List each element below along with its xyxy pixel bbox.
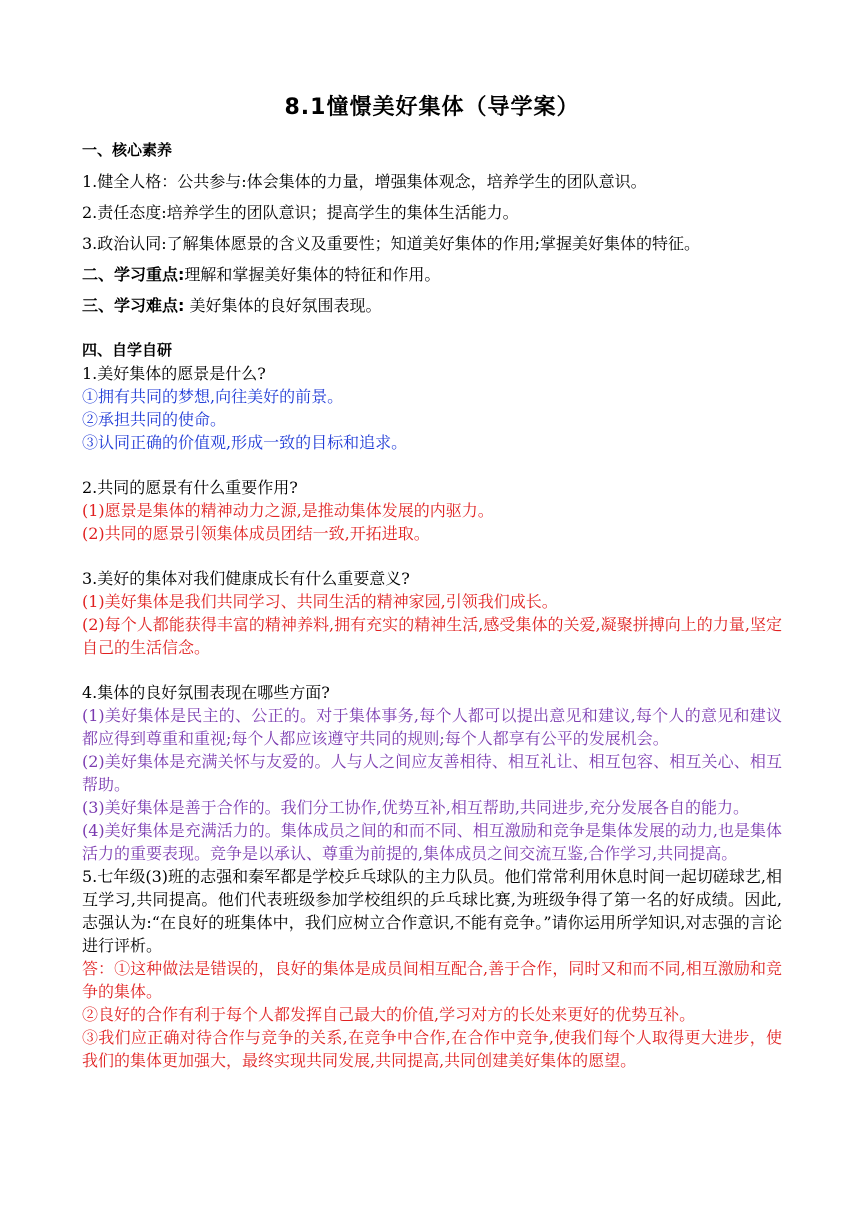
q2-question: 2.共同的愿景有什么重要作用? bbox=[82, 478, 298, 497]
core-item-1: 1.健全人格：公共参与:体会集体的力量，增强集体观念，培养学生的团队意识。 bbox=[82, 172, 647, 191]
self-study-heading: 四、自学自研 bbox=[82, 341, 173, 359]
q4-question: 4.集体的良好氛围表现在哪些方面? bbox=[82, 683, 330, 702]
q5-answer-1: 答：①这种做法是错误的，良好的集体是成员间相互配合,善于合作，同时又和而不同,相互激励和竞争的集体。 bbox=[82, 959, 782, 1001]
q1-answer-1: ①拥有共同的梦想,向往美好的前景。 bbox=[82, 387, 344, 406]
q4-answer-2: (2)美好集体是充满关怀与友爱的。人与人之间应友善相待、相互礼让、相互包容、相互关心、相互帮助。 bbox=[82, 752, 782, 794]
q3-answer-1: (1)美好集体是我们共同学习、共同生活的精神家园,引领我们成长。 bbox=[82, 592, 558, 611]
q5-answer-3: ③我们应正确对待合作与竞争的关系,在竞争中合作,在合作中竞争,使我们每个人取得更大进步，使我们的集体更加强大，最终实现共同发展,共同提高,共同创建美好集体的愿望。 bbox=[82, 1028, 782, 1070]
study-difficulty bbox=[82, 294, 782, 317]
q1-question: 1.美好集体的愿景是什么? bbox=[82, 364, 266, 383]
q1-answer-3: ③认同正确的价值观,形成一致的目标和追求。 bbox=[82, 433, 408, 452]
study-focus bbox=[82, 263, 782, 286]
study-difficulty-label: 三、学习难点: bbox=[82, 296, 185, 315]
q2-answer-1: (1)愿景是集体的精神动力之源,是推动集体发展的内驱力。 bbox=[82, 501, 494, 520]
document-page bbox=[82, 84, 782, 1072]
q2-answer-2: (2)共同的愿景引领集体成员团结一致,开拓进取。 bbox=[82, 524, 430, 543]
q5-answer-2: ②良好的合作有利于每个人都发挥自己最大的价值,学习对方的长处来更好的优势互补。 bbox=[82, 1005, 696, 1024]
q5-question: 5.七年级(3)班的志强和秦军都是学校乒乓球队的主力队员。他们常常利用休息时间一起切磋球艺,相互学习,共同提高。他们代表班级参加学校组织的乒乓球比赛,为班级争得了第一名的好成绩。因此,志强认为:“在良好的班集体中，我们应树立合作意识,不能有竞争。”请你运用所学知识,对志强的言论进行评析。 bbox=[82, 867, 782, 955]
q4-answer-1: (1)美好集体是民主的、公正的。对于集体事务,每个人都可以提出意见和建议,每个人的意见和建议都应得到尊重和重视;每个人都应该遵守共同的规则;每个人都享有公平的发展机会。 bbox=[82, 706, 782, 748]
study-focus-text: 理解和掌握美好集体的特征和作用。 bbox=[184, 265, 441, 284]
page-title: 8.1憧憬美好集体（导学案） bbox=[284, 95, 580, 120]
core-item-2: 2.责任态度:培养学生的团队意识；提高学生的集体生活能力。 bbox=[82, 203, 519, 222]
q3-question: 3.美好的集体对我们健康成长有什么重要意义? bbox=[82, 569, 410, 588]
core-heading: 一、核心素养 bbox=[82, 141, 173, 159]
q4-answer-3: (3)美好集体是善于合作的。我们分工协作,优势互补,相互帮助,共同进步,充分发展各自的能力。 bbox=[82, 798, 750, 817]
q4-answer-4: (4)美好集体是充满活力的。集体成员之间的和而不同、相互激励和竞争是集体发展的动力,也是集体活力的重要表现。竞争是以承认、尊重为前提的,集体成员之间交流互鉴,合作学习,共同提高。 bbox=[82, 821, 782, 863]
q3-answer-2: (2)每个人都能获得丰富的精神养料,拥有充实的精神生活,感受集体的关爱,凝聚拼搏向上的力量,坚定自己的生活信念。 bbox=[82, 615, 782, 657]
study-focus-label: 二、学习重点: bbox=[82, 265, 185, 284]
study-difficulty-text: 美好集体的良好氛围表现。 bbox=[184, 296, 382, 315]
q1-answer-2: ②承担共同的使命。 bbox=[82, 410, 227, 429]
core-item-3: 3.政治认同:了解集体愿景的含义及重要性；知道美好集体的作用;掌握美好集体的特征。 bbox=[82, 234, 701, 253]
